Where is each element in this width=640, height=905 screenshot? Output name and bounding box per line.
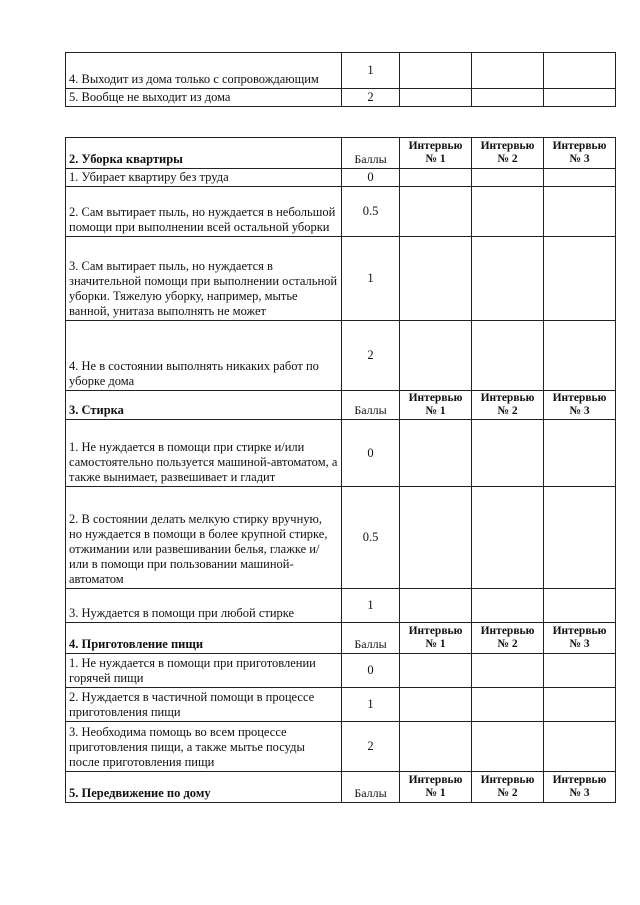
section-title: 4. Приготовление пищи xyxy=(66,623,342,654)
table-row xyxy=(66,321,616,391)
table-row xyxy=(66,688,616,722)
row-label: 3. Сам вытирает пыль, но нуждается в значительной помощи при выполнении остальной уборки. Тяжелую уборку, например, мытье ванной, унитаза выполнять не может xyxy=(66,237,342,321)
interview-1-cell[interactable] xyxy=(400,321,472,391)
row-score: 0 xyxy=(342,169,400,187)
row-score: 0 xyxy=(342,654,400,688)
interview-2-cell[interactable] xyxy=(472,688,544,722)
interview-3-header: Интервью № 3 xyxy=(544,623,616,654)
interview-3-cell[interactable] xyxy=(544,187,616,237)
interview-1-header: Интервью № 1 xyxy=(400,391,472,420)
interview-3-cell[interactable] xyxy=(544,722,616,772)
interview-2-cell[interactable] xyxy=(472,187,544,237)
row-score: 0 xyxy=(342,420,400,487)
section-header-row xyxy=(66,391,616,420)
interview-3-cell[interactable] xyxy=(544,420,616,487)
row-score: 2 xyxy=(342,89,400,107)
interview-1-cell[interactable] xyxy=(400,237,472,321)
row-label: 2. Нуждается в частичной помощи в процессе приготовления пищи xyxy=(66,688,342,722)
row-label: 3. Нуждается в помощи при любой стирке xyxy=(66,589,342,623)
interview-2-header: Интервью № 2 xyxy=(472,772,544,803)
interview-1-cell[interactable] xyxy=(400,722,472,772)
interview-2-header: Интервью № 2 xyxy=(472,138,544,169)
interview-3-cell[interactable] xyxy=(544,237,616,321)
interview-2-cell[interactable] xyxy=(472,89,544,107)
interview-1-cell[interactable] xyxy=(400,420,472,487)
row-score: 1 xyxy=(342,53,400,89)
score-column-header: Баллы xyxy=(342,772,400,803)
interview-2-header: Интервью № 2 xyxy=(472,623,544,654)
interview-1-cell[interactable] xyxy=(400,169,472,187)
interview-3-cell[interactable] xyxy=(544,654,616,688)
section-header-row xyxy=(66,623,616,654)
row-label: 5. Вообще не выходит из дома xyxy=(66,89,342,107)
row-label: 4. Не в состоянии выполнять никаких работ по уборке дома xyxy=(66,321,342,391)
row-score: 2 xyxy=(342,722,400,772)
table-row xyxy=(66,589,616,623)
interview-3-cell[interactable] xyxy=(544,53,616,89)
table-row xyxy=(66,169,616,187)
interview-1-cell[interactable] xyxy=(400,89,472,107)
assessment-table-household xyxy=(65,137,616,803)
row-label: 2. Сам вытирает пыль, но нуждается в небольшой помощи при выполнении всей остальной уборки xyxy=(66,187,342,237)
section-title: 2. Уборка квартиры xyxy=(66,138,342,169)
interview-2-cell[interactable] xyxy=(472,321,544,391)
interview-1-header: Интервью № 1 xyxy=(400,772,472,803)
interview-3-cell[interactable] xyxy=(544,169,616,187)
assessment-table-going-out xyxy=(65,52,616,107)
interview-2-cell[interactable] xyxy=(472,420,544,487)
interview-2-cell[interactable] xyxy=(472,169,544,187)
interview-1-cell[interactable] xyxy=(400,654,472,688)
interview-3-header: Интервью № 3 xyxy=(544,772,616,803)
interview-2-cell[interactable] xyxy=(472,237,544,321)
row-label: 1. Не нуждается в помощи при стирке и/или самостоятельно пользуется машиной-автоматом, а также вынимает, развешивает и гладит xyxy=(66,420,342,487)
interview-3-header: Интервью № 3 xyxy=(544,391,616,420)
table-row xyxy=(66,53,616,89)
row-score: 0.5 xyxy=(342,187,400,237)
interview-1-header: Интервью № 1 xyxy=(400,623,472,654)
interview-2-cell[interactable] xyxy=(472,53,544,89)
section-header-row xyxy=(66,138,616,169)
interview-1-cell[interactable] xyxy=(400,589,472,623)
interview-3-cell[interactable] xyxy=(544,321,616,391)
row-label: 3. Необходима помощь во всем процессе приготовления пищи, а также мытье посуды после приготовления пищи xyxy=(66,722,342,772)
row-label: 4. Выходит из дома только с сопровождающим xyxy=(66,53,342,89)
score-column-header: Баллы xyxy=(342,623,400,654)
table-row xyxy=(66,187,616,237)
table-row xyxy=(66,237,616,321)
score-column-header: Баллы xyxy=(342,391,400,420)
row-score: 2 xyxy=(342,321,400,391)
interview-1-cell[interactable] xyxy=(400,688,472,722)
table-row xyxy=(66,487,616,589)
interview-2-cell[interactable] xyxy=(472,487,544,589)
score-column-header: Баллы xyxy=(342,138,400,169)
interview-1-header: Интервью № 1 xyxy=(400,138,472,169)
interview-2-cell[interactable] xyxy=(472,722,544,772)
interview-1-cell[interactable] xyxy=(400,487,472,589)
interview-2-cell[interactable] xyxy=(472,589,544,623)
interview-2-cell[interactable] xyxy=(472,654,544,688)
table-row xyxy=(66,722,616,772)
interview-3-cell[interactable] xyxy=(544,589,616,623)
row-label: 1. Убирает квартиру без труда xyxy=(66,169,342,187)
row-score: 1 xyxy=(342,589,400,623)
interview-1-cell[interactable] xyxy=(400,53,472,89)
table-row xyxy=(66,420,616,487)
interview-1-cell[interactable] xyxy=(400,187,472,237)
row-score: 0.5 xyxy=(342,487,400,589)
interview-2-header: Интервью № 2 xyxy=(472,391,544,420)
interview-3-cell[interactable] xyxy=(544,487,616,589)
section-title: 3. Стирка xyxy=(66,391,342,420)
interview-3-cell[interactable] xyxy=(544,89,616,107)
table-row xyxy=(66,654,616,688)
interview-3-cell[interactable] xyxy=(544,688,616,722)
table-row xyxy=(66,89,616,107)
section-header-row xyxy=(66,772,616,803)
row-score: 1 xyxy=(342,237,400,321)
row-score: 1 xyxy=(342,688,400,722)
interview-3-header: Интервью № 3 xyxy=(544,138,616,169)
section-title: 5. Передвижение по дому xyxy=(66,772,342,803)
row-label: 2. В состоянии делать мелкую стирку вручную, но нуждается в помощи в более крупной стирке, отжимании или развешивании белья, глажке и/или в помощи при пользовании машиной-автоматом xyxy=(66,487,342,589)
row-label: 1. Не нуждается в помощи при приготовлении горячей пищи xyxy=(66,654,342,688)
